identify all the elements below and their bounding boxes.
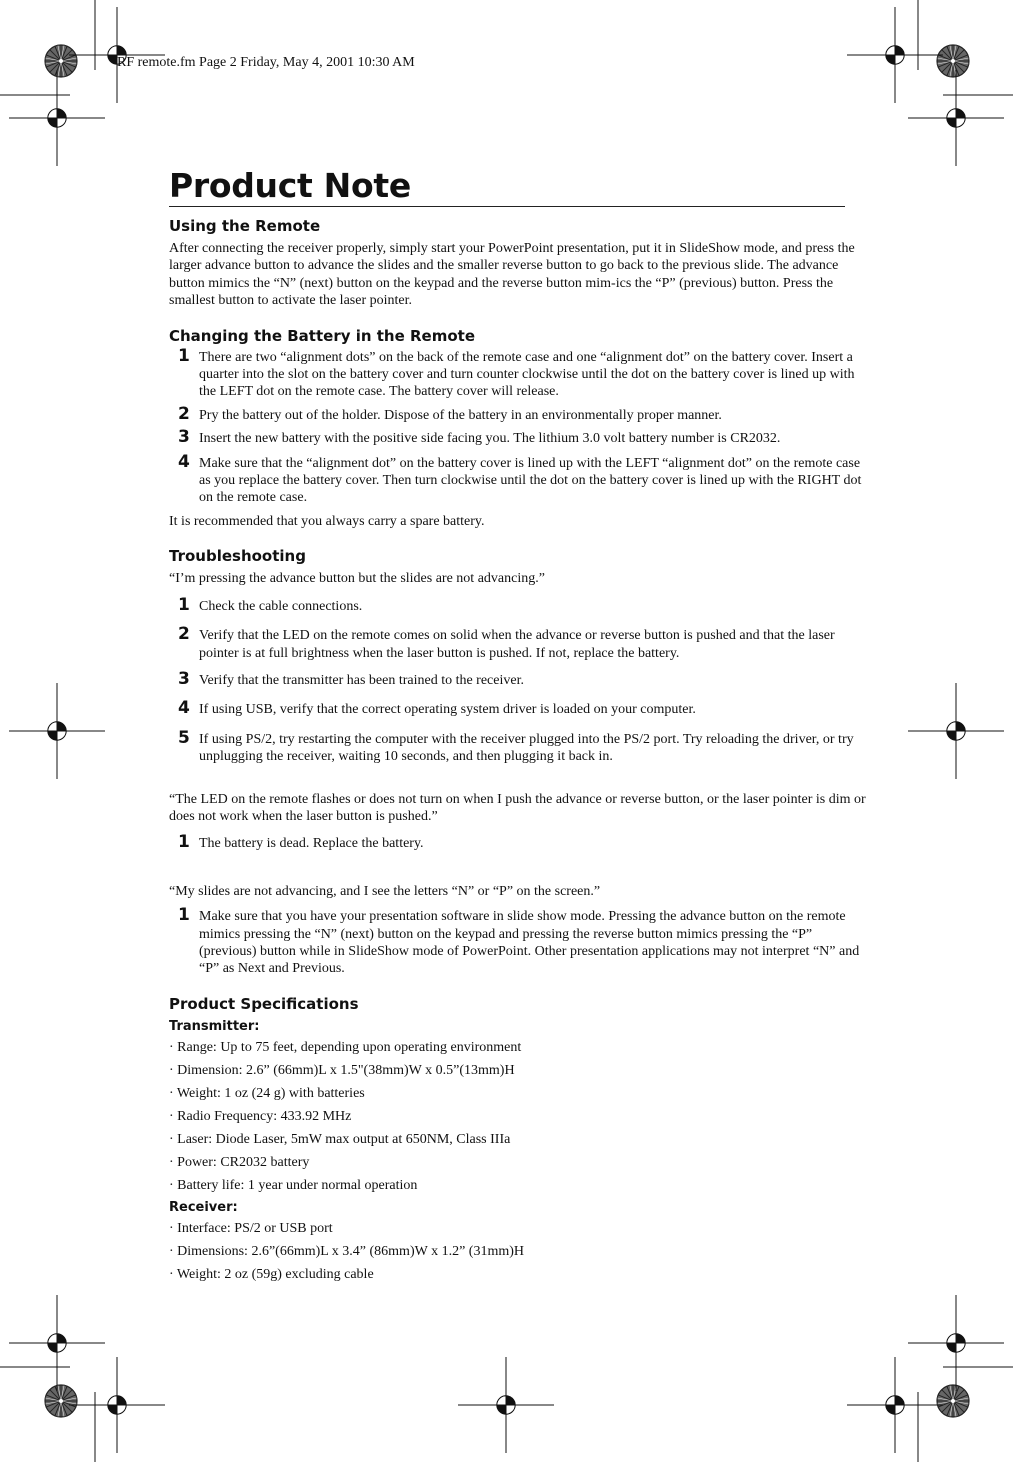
section-heading-specs: Product Specifications: [169, 994, 359, 1013]
battery-step: [169, 345, 866, 401]
step-number: 3: [178, 668, 190, 689]
section-heading-battery: Changing the Battery in the Remote: [169, 326, 476, 345]
step-number: 1: [178, 832, 190, 853]
step-text: If using PS/2, try restarting the computer with the receiver plugged into the PS/2 port. Try reloading the driver, or try unplugging the receiver, waiting 10 seconds, and then plugging it back in.: [199, 731, 854, 765]
trouble-steps-2: [169, 832, 866, 853]
trouble-step: [169, 594, 866, 615]
section-heading-using: Using the Remote: [169, 217, 321, 235]
spec-line: · Radio Frequency: 433.92 MHz: [169, 1108, 352, 1124]
registration-star-bottom-left: [45, 1385, 77, 1417]
registration-target: [458, 1357, 554, 1453]
spec-line: · Dimensions: 2.6”(66mm)L x 3.4” (86mm)W x 1.2” (31mm)H: [169, 1243, 524, 1259]
step-number: 1: [178, 905, 190, 926]
transmitter-heading: Transmitter:: [169, 1018, 260, 1034]
frame-slug: RF remote.fm Page 2 Friday, May 4, 2001 10:30 AM: [117, 55, 415, 70]
trouble-step: [169, 624, 866, 662]
registration-target: [908, 1295, 1004, 1391]
battery-note: It is recommended that you always carry a spare battery.: [169, 513, 485, 529]
step-number: 4: [178, 451, 190, 472]
trouble-step: [169, 905, 866, 978]
registration-star-top-right: [937, 45, 969, 77]
transmitter-specs: [169, 1039, 866, 1194]
step-text: There are two “alignment dots” on the back of the remote case and one “alignment dot” on the battery cover. Insert a quarter into the slot on the battery cover and turn counter clockwise until the dot on the battery cover is lined up with the LEFT dot on the remote case. The battery cover will release.: [199, 349, 855, 400]
battery-step: [169, 451, 866, 507]
registration-target: [9, 70, 105, 166]
battery-step: [169, 403, 866, 424]
battery-step: [169, 427, 866, 448]
page-title: Product Note: [169, 166, 845, 207]
receiver-specs: [169, 1220, 866, 1283]
trouble-step: [169, 727, 866, 766]
step-number: 2: [178, 403, 190, 424]
step-text: Verify that the LED on the remote comes on solid when the advance or reverse button is pushed and that the laser pointer is at full brightness when the laser button is pushed. If not, replace the battery.: [199, 628, 835, 661]
step-number: 1: [178, 594, 190, 615]
registration-target: [69, 1357, 165, 1453]
main-content: [169, 166, 866, 1283]
trouble-question-1: “I’m pressing the advance button but the slides are not advancing.”: [169, 571, 545, 587]
registration-star-bottom-right: [937, 1385, 969, 1417]
registration-target: [847, 7, 943, 103]
step-text: Make sure that you have your presentation software in slide show mode. Pressing the advance button on the remote mimics pressing the “N” (next) button on the keypad and pressing the reverse button mimics pressing the “P” (previous) button while in SlideShow mode of PowerPoint. Other presentation applications may not interpret “N” and “P” as Next and Previous.: [199, 909, 860, 977]
spec-line: · Weight: 2 oz (59g) excluding cable: [169, 1266, 374, 1282]
registration-star-top-left: [45, 45, 77, 77]
step-text: If using USB, verify that the correct operating system driver is loaded on your computer.: [199, 702, 696, 718]
step-text: Verify that the transmitter has been trained to the receiver.: [199, 672, 524, 688]
registration-target: [847, 1357, 943, 1453]
spec-line: · Dimension: 2.6” (66mm)L x 1.5"(38mm)W x 0.5”(13mm)H: [169, 1062, 515, 1078]
registration-target: [9, 683, 105, 779]
registration-target: [9, 1295, 105, 1391]
step-number: 3: [178, 427, 190, 448]
step-text: The battery is dead. Replace the battery.: [199, 836, 424, 852]
trouble-question-3: “My slides are not advancing, and I see the letters “N” or “P” on the screen.”: [169, 883, 601, 899]
using-paragraph: After connecting the receiver properly, simply start your PowerPoint presentation, put it in SlideShow mode, and press the larger advance button to advance the slides and the smaller reverse button to go back to the previous slide. The advance button mimics the “N” (next) button on the keypad and the reverse button mim-ics the “P” (previous) button. Press the smallest button to activate the laser pointer.: [169, 241, 855, 309]
spec-line: · Battery life: 1 year under normal operation: [169, 1177, 418, 1193]
trouble-question-2: “The LED on the remote flashes or does not turn on when I push the advance or reverse button, or the laser pointer is dim or does not work when the laser button is pushed.”: [169, 791, 866, 824]
trouble-step: [169, 832, 866, 853]
step-text: Make sure that the “alignment dot” on the battery cover is lined up with the LEFT “alignment dot” on the remote case as you replace the battery cover. Then turn clockwise until the dot on the battery cover is lined up with the RIGHT dot on the remote case.: [199, 455, 862, 506]
step-number: 4: [178, 698, 190, 719]
spec-line: · Range: Up to 75 feet, depending upon operating environment: [169, 1039, 522, 1055]
spec-line: · Weight: 1 oz (24 g) with batteries: [169, 1085, 365, 1101]
spec-line: · Laser: Diode Laser, 5mW max output at 650NM, Class IIIa: [169, 1131, 511, 1147]
trouble-step: [169, 698, 866, 719]
battery-steps: [169, 345, 866, 507]
section-heading-troubleshooting: Troubleshooting: [169, 547, 306, 566]
step-text: Pry the battery out of the holder. Dispose of the battery in an environmentally proper manner.: [199, 407, 722, 423]
trouble-steps-1: [169, 594, 866, 766]
step-text: Check the cable connections.: [199, 598, 363, 614]
trouble-step: [169, 668, 866, 689]
receiver-heading: Receiver:: [169, 1199, 238, 1215]
spec-line: · Power: CR2032 battery: [169, 1154, 310, 1170]
step-number: 2: [178, 624, 190, 645]
step-text: Insert the new battery with the positive side facing you. The lithium 3.0 volt battery number is CR2032.: [199, 431, 781, 447]
spec-line: · Interface: PS/2 or USB port: [169, 1220, 333, 1236]
step-number: 5: [178, 727, 190, 748]
step-number: 1: [178, 345, 190, 366]
registration-target: [908, 70, 1004, 166]
trouble-steps-3: [169, 905, 866, 978]
registration-target: [908, 683, 1004, 779]
